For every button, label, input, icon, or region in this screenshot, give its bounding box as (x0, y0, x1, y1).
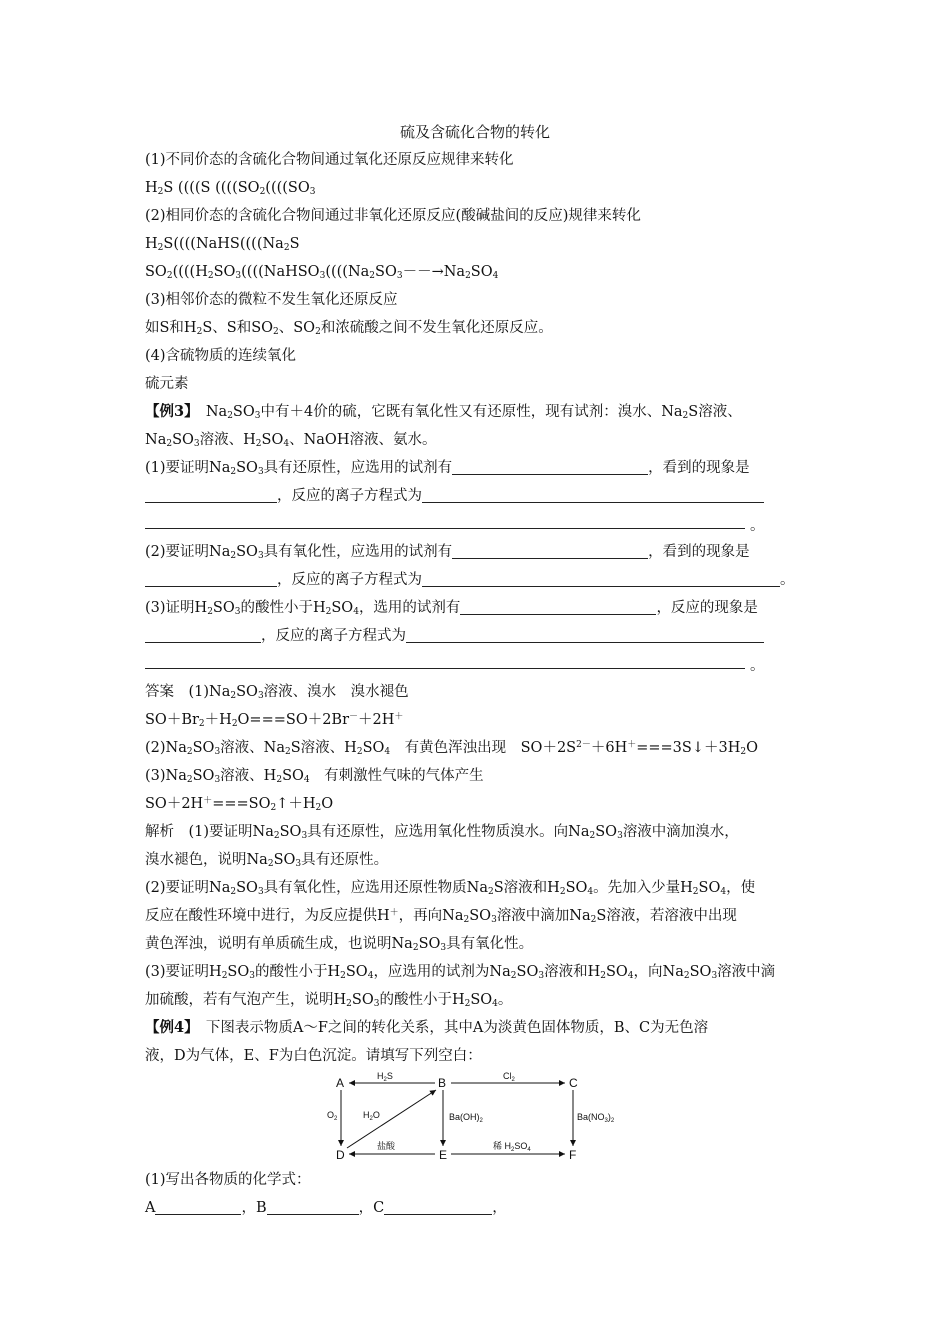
answer-line1: 答案 $(1)Na_2SO_3$溶液、溴水 溴水褪色 (145, 684, 409, 701)
arrow-d-to-b (347, 1090, 436, 1148)
example3-intro-line2: $Na_2SO_3$溶液、$H_2SO_4$、NaOH溶液、氨水。 (145, 432, 437, 449)
analysis-p3-line2: 加硫酸，若有气泡产生，说明$H_2SO_3$的酸性小于$H_2SO_4$。 (145, 992, 513, 1009)
section2-heading: (2)相同价态的含硫化合物间通过非氧化还原反应(酸碱盐间的反应)规律来转化 (145, 208, 641, 224)
label-o2: $O_2$ (327, 1110, 338, 1122)
answer-line3: $(3)Na_2SO_3$溶液、$H_2SO_4$ 有刺激性气味的气体产生 (145, 768, 484, 785)
example4-intro-line1: 【例4】 下图表示物质A～F之间的转化关系，其中A为淡黄色固体物质，B、C为无色溶 (145, 1019, 709, 1036)
label-baoh2: $Ba(OH)_2$ (449, 1112, 483, 1124)
node-f: F (569, 1148, 577, 1162)
section4-heading: (4)含硫物质的连续氧化 (145, 348, 297, 364)
node-e: E (439, 1148, 448, 1162)
q1-equation-blank[interactable] (422, 487, 764, 503)
example3-q1-line1: (1)要证明$Na_2SO_3$具有还原性，应选用的试剂有 ，看到的现象是 (145, 460, 750, 477)
section4-text: 硫元素 (145, 376, 189, 392)
q1-equation-blank-line2[interactable] (145, 528, 745, 529)
q1-period: 。 (750, 518, 765, 534)
q1-phenomenon-blank[interactable] (145, 487, 277, 503)
example4-q1: (1)写出各物质的化学式： (145, 1172, 311, 1188)
section3-text: 如S和$H_2S$、S和$SO_2$、$SO_2$和浓硫酸之间不发生氧化还原反应。 (145, 320, 553, 337)
label-dilute-h2so4: 稀 $H_2SO_4$ (493, 1141, 531, 1153)
analysis-p1-line1: 解析 (1)要证明$Na_2SO_3$具有还原性，应选用氧化性物质溴水。向$Na_2SO_3$溶液中滴加溴水， (145, 824, 739, 841)
example4-intro-line2: 液，D为气体，E、F为白色沉淀。请填写下列空白： (145, 1048, 482, 1064)
label-h2o: $H_2O$ (363, 1110, 380, 1122)
blank-c[interactable] (384, 1199, 492, 1215)
section2-chain1: $H_2S((((NaHS((((Na_2S$ (145, 236, 300, 253)
label-cl2: $Cl_2$ (503, 1071, 515, 1083)
blank-a[interactable] (155, 1199, 241, 1215)
blank-b[interactable] (267, 1199, 359, 1215)
q2-phenomenon-blank[interactable] (145, 571, 277, 587)
section1-heading: (1)不同价态的含硫化合物间通过氧化还原反应规律来转化 (145, 152, 514, 168)
q2-reagent-blank[interactable] (452, 543, 648, 559)
q1-reagent-blank[interactable] (452, 459, 648, 475)
node-c: C (569, 1076, 578, 1090)
example3-q2-line2: ，反应的离子方程式为 。 (145, 570, 795, 590)
section1-chain: $H_2S$ ((((S (((($SO_2((((SO_3$ (145, 180, 316, 197)
node-d: D (336, 1148, 345, 1162)
answer-equation1: $SO+Br_2+H_2O===SO+2Br^-+2H^+$ (145, 712, 404, 729)
example3-q3-line2: ，反应的离子方程式为 (145, 626, 764, 646)
label-h2s: $H_2S$ (377, 1071, 393, 1083)
analysis-p1-line2: 溴水褪色，说明$Na_2SO_3$具有还原性。 (145, 852, 389, 869)
q2-equation-blank[interactable] (422, 571, 780, 587)
node-a: A (336, 1076, 345, 1090)
q3-phenomenon-blank[interactable] (145, 627, 261, 643)
answer-equation3: $SO+2H^+===SO_2↑+H_2O$ (145, 796, 334, 813)
analysis-p2-line3: 黄色浑浊，说明有单质硫生成，也说明$Na_2SO_3$具有氧化性。 (145, 936, 534, 953)
section2-chain2: $SO_2((((H_2SO_3((((NaHSO_3((((Na_2SO_3--\to Na_2SO_4$ (145, 264, 499, 281)
node-b: B (438, 1076, 447, 1090)
q3-reagent-blank[interactable] (460, 599, 656, 615)
page-title: 硫及含硫化合物的转化 (399, 123, 550, 141)
section3-heading: (3)相邻价态的微粒不发生氧化还原反应 (145, 292, 398, 308)
analysis-p3-line1: (3)要证明$H_2SO_3$的酸性小于$H_2SO_4$，应选用的试剂为$Na_2SO_3$溶液和$H_2SO_4$，向$Na_2SO_3$溶液中滴 (145, 964, 776, 981)
q3-period: 。 (750, 658, 765, 674)
label-hcl: 盐酸 (377, 1141, 396, 1151)
q3-equation-blank-line2[interactable] (145, 668, 745, 669)
example3-q3-line1: (3)证明$H_2SO_3$的酸性小于$H_2SO_4$，选用的试剂有 ，反应的现象是 (145, 600, 758, 617)
example3-label: 【例3】 (145, 403, 192, 420)
example3-q2-line1: (2)要证明$Na_2SO_3$具有氧化性，应选用的试剂有 ，看到的现象是 (145, 544, 750, 561)
conversion-diagram (325, 1068, 615, 1168)
answer-line2: $(2)Na_2SO_3$溶液、$Na_2S$溶液、$H_2SO_4$ 有黄色浑浊出现 $SO+2S^{2-}+6H^+===3S↓+3H_2O$ (145, 740, 758, 757)
example4-label: 【例4】 (145, 1019, 192, 1036)
example3-q1-line2: ，反应的离子方程式为 (145, 486, 764, 506)
example4-fill-line: A ，B ，C ， (145, 1200, 507, 1216)
analysis-p2-line2: 反应在酸性环境中进行，为反应提供H＋，再向$Na_2SO_3$溶液中滴加$Na_2S$溶液，若溶液中出现 (145, 908, 737, 925)
label-bano32: $Ba(NO_3)_2$ (577, 1112, 615, 1124)
example3-intro-line1: 【例3】 $Na_2SO_3$中有＋4价的硫，它既有氧化性又有还原性，现有试剂：溴水、$Na_2S$溶液、 (145, 403, 742, 421)
analysis-p2-line1: (2)要证明$Na_2SO_3$具有氧化性，应选用还原性物质$Na_2S$溶液和$H_2SO_4$。先加入少量$H_2SO_4$，使 (145, 880, 756, 897)
q3-equation-blank[interactable] (406, 627, 764, 643)
